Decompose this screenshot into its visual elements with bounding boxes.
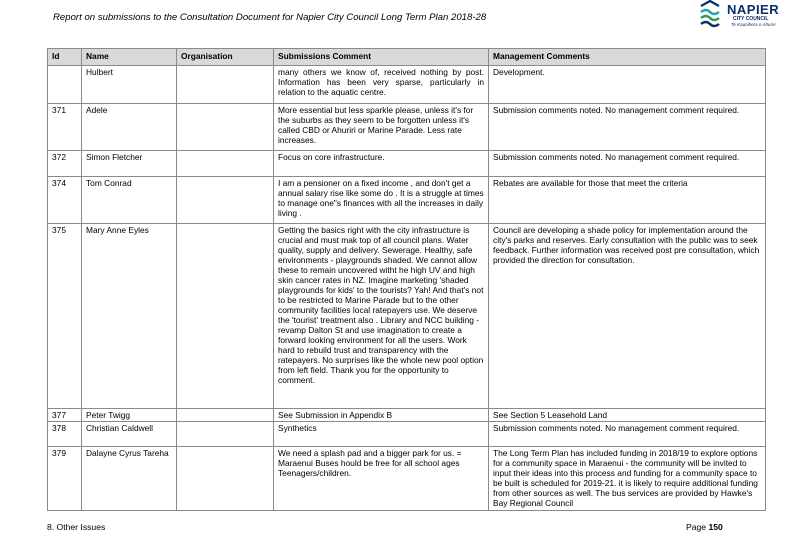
cell-management-comment: Council are developing a shade policy for implementation around the city's parks and reserves. Early consultation with the public was to seek feedback. Further information was received post pre consultation, which provided the direction for consultation. xyxy=(489,224,766,409)
cell-organisation xyxy=(177,409,274,422)
cell-organisation xyxy=(177,224,274,409)
cell-submission-comment: I am a pensioner on a fixed income , and don't get a annual salary rise like some do . It is a struggle at times to manage one"s finances with all the increases in daily living . xyxy=(274,177,489,224)
cell-organisation xyxy=(177,447,274,511)
cell-id: 377 xyxy=(48,409,82,422)
cell-submission-comment: Getting the basics right with the city infrastructure is crucial and must mak top of all council plans. Water quality, supply and delivery. Sewerage. Healthy, safe environments - playgrounds shaded. We cannot allow these to remain uncovered witht he high UV and high skin cancer rates in NZ. Imagine marketing 'shaded playgrounds for kids' to the tourists? Yah! And that's not to be restricted to Marine Parade but to the other community facilities local ratepayers use. We deserve the 'tourist' treatment also . Library and NCC building - revamp Dalton St and use imagination to create a forward looking environment for all the users. Work hard to rebuild trust and transparency with the ratepayers. No surprises like the whole new pool option from left field. Thank you for the opportunity to comment. xyxy=(274,224,489,409)
cell-management-comment: Development. xyxy=(489,66,766,104)
table-row xyxy=(48,177,766,224)
cell-name: Dalayne Cyrus Tareha xyxy=(82,447,177,511)
cell-name: Mary Anne Eyles xyxy=(82,224,177,409)
table-row xyxy=(48,104,766,151)
cell-submission-comment: We need a splash pad and a bigger park for us. = Maraenui Buses hould be free for all school ages Teenagers/children. xyxy=(274,447,489,511)
cell-organisation xyxy=(177,66,274,104)
table-row xyxy=(48,422,766,447)
cell-organisation xyxy=(177,422,274,447)
logo-tagline: Te Kaunihera o Ahuriri xyxy=(731,22,776,27)
table-header-row xyxy=(48,49,766,66)
cell-id xyxy=(48,66,82,104)
cell-id: 378 xyxy=(48,422,82,447)
cell-submission-comment: See Submission in Appendix B xyxy=(274,409,489,422)
logo-wordmark: NAPIER xyxy=(727,2,780,17)
napier-wave-icon xyxy=(698,0,726,30)
cell-id: 371 xyxy=(48,104,82,151)
column-header-submissions-comment: Submissions Comment xyxy=(274,49,489,66)
cell-name: Simon Fletcher xyxy=(82,151,177,177)
napier-logo xyxy=(698,0,798,30)
table-row xyxy=(48,151,766,177)
page-label: Page xyxy=(686,522,707,532)
footer-section-label: 8. Other Issues xyxy=(47,522,106,532)
logo-subtitle: CITY COUNCIL xyxy=(733,16,769,22)
cell-submission-comment: Synthetics xyxy=(274,422,489,447)
cell-submission-comment: Focus on core infrastructure. xyxy=(274,151,489,177)
cell-name: Adele xyxy=(82,104,177,151)
cell-management-comment: The Long Term Plan has included funding in 2018/19 to explore options for a community space in Maraenui - the community will be invited to input their ideas into this process and funding for a community space to be built is scheduled for 2019-21. it is likely to require additional funding from other sources as well. The bus services are provided by Hawke's Bay Regional Council xyxy=(489,447,766,511)
cell-submission-comment: More essential but less sparkle please, unless it's for the suburbs as they seem to be forgotten unless it's called CBD or Ahuriri or Marine Parade. Less rate increases. xyxy=(274,104,489,151)
cell-management-comment: Rebates are available for those that meet the criteria xyxy=(489,177,766,224)
cell-management-comment: Submission comments noted. No management comment required. xyxy=(489,104,766,151)
column-header-id: Id xyxy=(48,49,82,66)
cell-id: 379 xyxy=(48,447,82,511)
cell-name: Hulbert xyxy=(82,66,177,104)
submissions-table xyxy=(47,48,766,511)
cell-management-comment: See Section 5 Leasehold Land xyxy=(489,409,766,422)
cell-id: 372 xyxy=(48,151,82,177)
table-row xyxy=(48,66,766,104)
cell-submission-comment: many others we know of, received nothing by post. Information has been very sparse, particularly in relation to the aquatic centre. xyxy=(274,66,489,104)
table-row xyxy=(48,409,766,422)
cell-management-comment: Submission comments noted. No management comment required. xyxy=(489,422,766,447)
footer-page-number xyxy=(686,522,723,532)
table-row xyxy=(48,224,766,409)
table-row xyxy=(48,447,766,511)
cell-name: Tom Conrad xyxy=(82,177,177,224)
cell-organisation xyxy=(177,177,274,224)
column-header-name: Name xyxy=(82,49,177,66)
cell-organisation xyxy=(177,104,274,151)
column-header-organisation: Organisation xyxy=(177,49,274,66)
cell-name: Peter Twigg xyxy=(82,409,177,422)
page-number: 150 xyxy=(708,522,723,532)
cell-name: Christian Caldwell xyxy=(82,422,177,447)
document-header-title: Report on submissions to the Consultation Document for Napier City Council Long Term Plan 2018-28 xyxy=(53,12,487,23)
cell-id: 374 xyxy=(48,177,82,224)
cell-organisation xyxy=(177,151,274,177)
cell-id: 375 xyxy=(48,224,82,409)
cell-management-comment: Submission comments noted. No management comment required. xyxy=(489,151,766,177)
column-header-management-comments: Management Comments xyxy=(489,49,766,66)
